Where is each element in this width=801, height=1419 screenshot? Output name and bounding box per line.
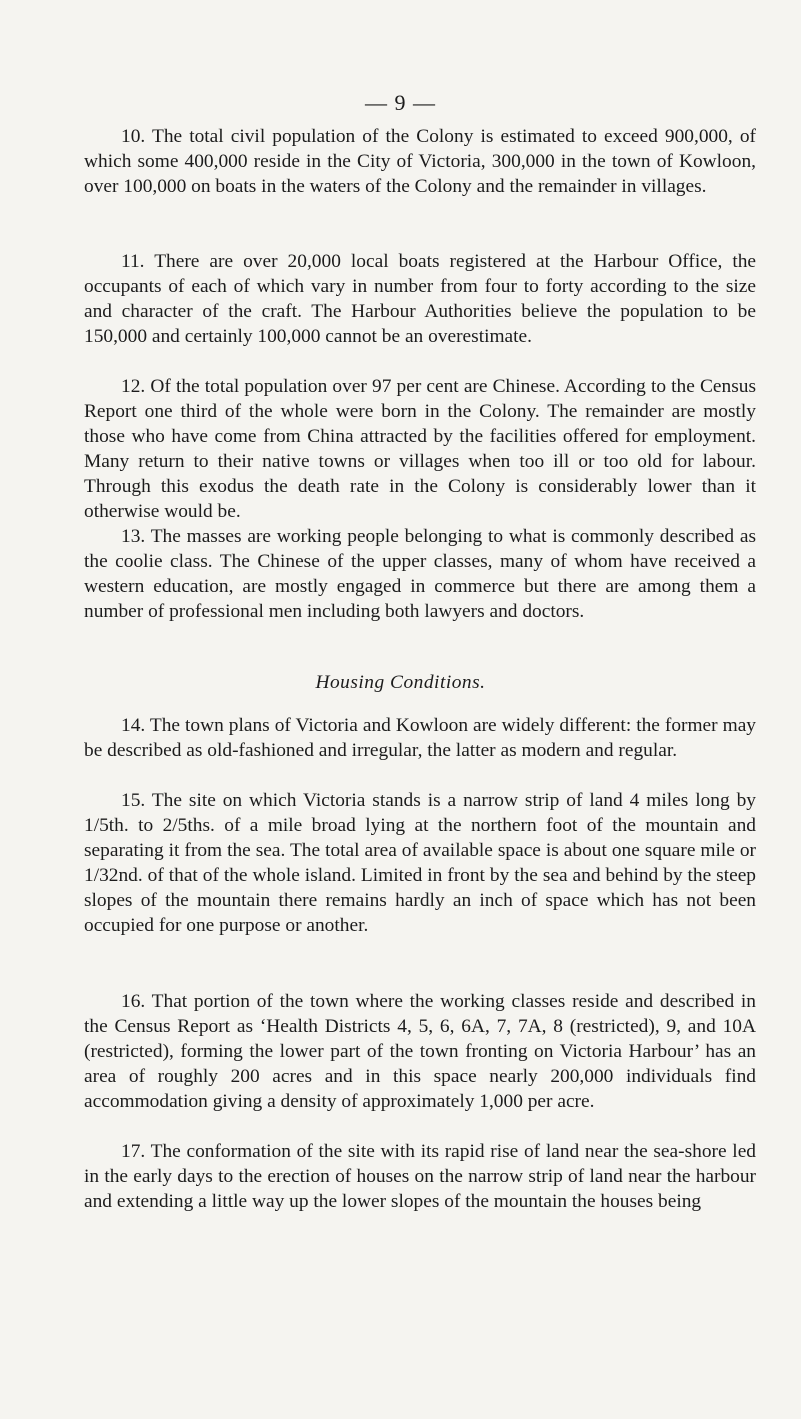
paragraph-12 [84,374,756,524]
section-heading-housing-conditions: Housing Conditions. [315,672,486,693]
paragraph-text: That portion of the town where the working classes reside and described in the Census Report as ‘Health Districts 4, 5, 6, 6A, 7, 7A, 8 (restricted), 9, and 10A (restricted), forming the lower part of the town fronting on Victoria Harbour’ has an area of roughly 200 acres and in this space nearly 200,000 individuals find accommodation giving a density of approximately 1,000 per acre. [84,991,756,1112]
paragraph-number: 17. [121,1141,146,1162]
paragraph-15 [84,788,756,938]
paragraph-number: 14. [121,715,146,736]
paragraph-number: 12. [121,376,146,397]
paragraph-13 [84,524,756,624]
paragraph-14 [84,713,756,763]
paragraph-16 [84,989,756,1114]
paragraph-text: The masses are working people belonging to what is commonly described as the coolie class. The Chinese of the upper classes, many of whom have received a western education, are mostly engaged in commerce but there are among them a number of professional men including both lawyers and doctors. [84,526,756,622]
paragraph-number: 10. [121,126,146,147]
paragraph-17 [84,1139,756,1214]
paragraph-text: The total civil population of the Colony is estimated to exceed 900,000, of which some 400,000 reside in the City of Victoria, 300,000 in the town of Kowloon, over 100,000 on boats in the waters of the Colony and the remainder in villages. [84,126,756,197]
paragraph-11 [84,249,756,349]
paragraph-text: The conformation of the site with its rapid rise of land near the sea-shore led in the early days to the erection of houses on the narrow strip of land near the harbour and extending a little way up the lower slopes of the mountain the houses being [84,1141,757,1212]
paragraph-text: Of the total population over 97 per cent are Chinese. According to the Census Report one third of the whole were born in the Colony. The remainder are mostly those who have come from China attracted by the facilities offered for employment. Many return to their native towns or villages when too ill or too old for labour. Through this exodus the death rate in the Colony is considerably lower than it otherwise would be. [84,376,756,522]
paragraph-number: 15. [121,790,146,811]
paragraph-text: The site on which Victoria stands is a narrow strip of land 4 miles long by 1/5th. to 2/5ths. of a mile broad lying at the northern foot of the mountain and separating it from the sea. The total area of available space is about one square mile or 1/32nd. of that of the whole island. Limited in front by the sea and behind by the steep slopes of the mountain there remains hardly an inch of space which has not been occupied for one purpose or another. [84,790,757,936]
paragraph-10 [84,124,756,199]
paragraph-text: The town plans of Victoria and Kowloon are widely different: the former may be described as old-fashioned and irregular, the latter as modern and regular. [84,715,756,761]
page-number: — 9 — [365,90,436,115]
paragraph-number: 13. [121,526,146,547]
paragraph-text: There are over 20,000 local boats registered at the Harbour Office, the occupants of each of which vary in number from four to forty according to the size and character of the craft. The Harbour Authorities believe the population to be 150,000 and certainly 100,000 cannot be an overestimate. [84,251,757,347]
paragraph-number: 16. [121,991,146,1012]
paragraph-number: 11. [121,251,145,272]
